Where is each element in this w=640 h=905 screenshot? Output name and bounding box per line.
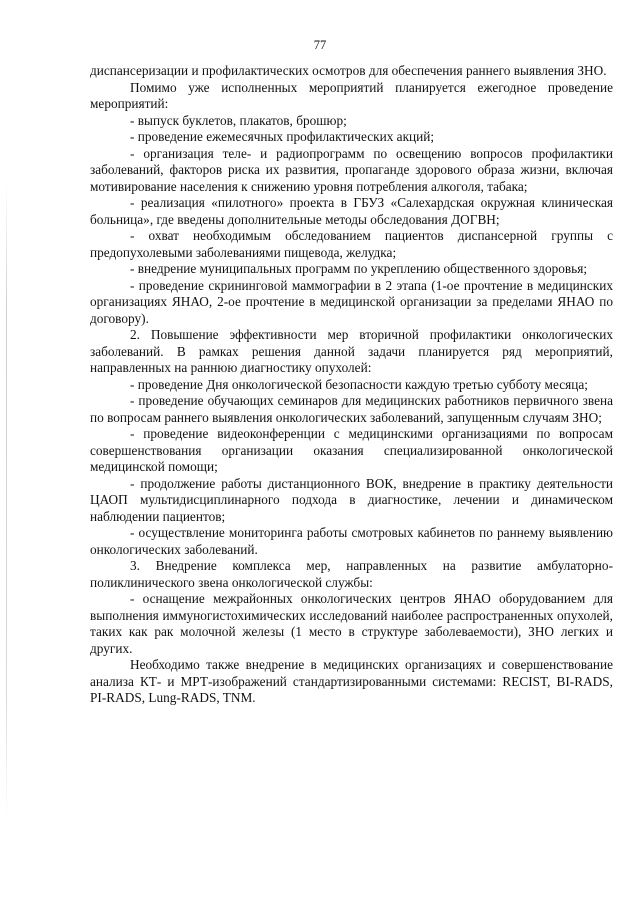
list-item: - проведение обучающих семинаров для медицинских работников первичного звена по вопросам раннего выявления онкологических заболеваний, запущенным случаям ЗНО; bbox=[90, 393, 613, 425]
list-item: - проведение ежемесячных профилактических акций; bbox=[130, 129, 435, 144]
paragraph: Помимо уже исполненных мероприятий планируется ежегодное проведение мероприятий: bbox=[90, 79, 613, 111]
list-item: - проведение видеоконференции с медицинскими организациями по вопросам совершенствования организации оказания специализированной онкологической медицинской помощи; bbox=[90, 426, 613, 474]
list-item: - организация теле- и радиопрограмм по освещению вопросов профилактики заболеваний, факторов риска их развития, пропаганде здорового образа жизни, включая мотивирование населения к снижению уровня потребления алкоголя, табака; bbox=[90, 145, 613, 194]
list-item: - продолжение работы дистанционного ВОК, внедрение в практику деятельности ЦАОП мультидисциплинарного подхода в диагностике, лечении и динамическом наблюдении пациентов; bbox=[90, 475, 613, 524]
paragraph: 2. Повышение эффективности мер вторичной профилактики онкологических заболеваний. В рамках решения данной задачи планируется ряд мероприятий, направленных на раннюю диагностику опухолей: bbox=[90, 327, 613, 375]
list-item: - проведение Дня онкологической безопасности каждую третью субботу месяца; bbox=[130, 376, 588, 392]
paragraph: диспансеризации и профилактических осмотров для обеспечения раннего выявления ЗНО. bbox=[90, 63, 607, 78]
list-item: - внедрение муниципальных программ по укреплению общественного здоровья; bbox=[130, 261, 588, 276]
list-item: - реализация «пилотного» проекта в ГБУЗ «Салехардская окружная клиническая больница», где введены дополнительные методы обследования ДОГВН; bbox=[90, 195, 613, 227]
list-item: - охват необходимым обследованием пациентов диспансерной группы с предопухолевыми заболеваниями пищевода, желудка; bbox=[90, 228, 613, 260]
list-item: - выпуск буклетов, плакатов, брошюр; bbox=[130, 112, 347, 128]
list-item: - проведение скрининговой маммографии в 2 этапа (1-ое прочтение в медицинских организациях ЯНАО, 2-ое прочтение в медицинской организации за пределами ЯНАО по договору). bbox=[90, 277, 613, 326]
page-number: 77 bbox=[313, 38, 327, 52]
list-item: - оснащение межрайонных онкологических центров ЯНАО оборудованием для выполнения иммуногистохимических исследований наиболее распространенных опухолей, таких как рак молочной железы (1 место в структуре заболеваемости), ЗНО легких и других. bbox=[90, 591, 613, 656]
paragraph: 3. Внедрение комплекса мер, направленных на развитие амбулаторно-поликлинического звена онкологической службы: bbox=[90, 558, 613, 590]
scan-edge-shadow bbox=[6, 180, 7, 820]
document-body bbox=[90, 63, 613, 707]
list-item: - осуществление мониторинга работы смотровых кабинетов по раннему выявлению онкологических заболеваний. bbox=[90, 525, 613, 557]
paragraph: Необходимо также внедрение в медицинских организациях и совершенствование анализа КТ- и МРТ-изображений стандартизированными системами: RECIST, BI-RADS, PI-RADS, Lung-RADS, TNM. bbox=[90, 657, 613, 705]
